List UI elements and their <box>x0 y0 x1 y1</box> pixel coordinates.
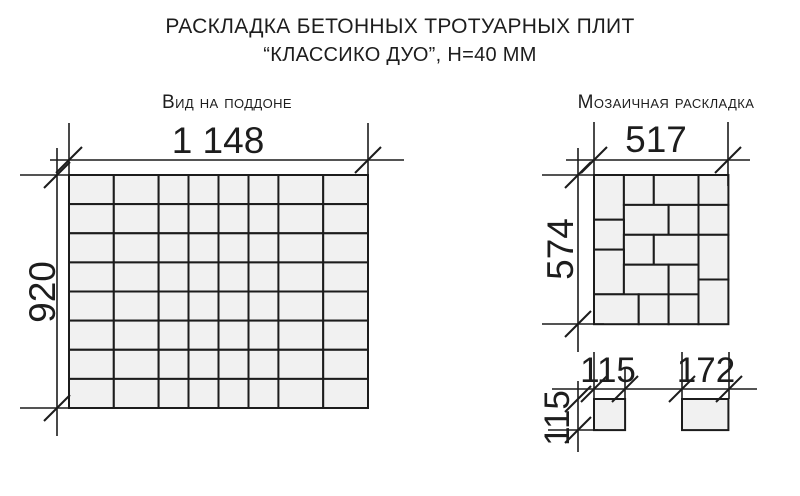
pallet-tile <box>189 262 219 291</box>
pallet-tile <box>278 321 323 350</box>
pallet-tile <box>159 379 189 408</box>
pallet-tile <box>278 175 323 204</box>
pallet-tile <box>219 321 249 350</box>
pallet-tile <box>159 262 189 291</box>
pallet-tile <box>69 292 114 321</box>
pallet-tile <box>114 175 159 204</box>
pallet-width-dimension: 1 148 <box>171 120 265 161</box>
pallet-tile <box>189 204 219 233</box>
pallet-tile <box>278 233 323 262</box>
mosaic-pattern <box>594 175 728 324</box>
mosaic-tile <box>624 235 654 265</box>
pallet-tile <box>249 262 279 291</box>
pallet-tile <box>219 379 249 408</box>
pallet-tile <box>69 204 114 233</box>
pallet-tile <box>219 262 249 291</box>
pallet-tile <box>219 292 249 321</box>
pallet-tile <box>69 233 114 262</box>
pallet-tile <box>278 379 323 408</box>
pallet-tile <box>249 292 279 321</box>
mosaic-tile <box>594 250 624 295</box>
pallet-tile <box>323 204 368 233</box>
pallet-tile <box>189 321 219 350</box>
pallet-tile <box>249 379 279 408</box>
square-tile-width-dimension: 115 <box>580 351 636 390</box>
pallet-tile <box>323 379 368 408</box>
pallet-tile <box>159 175 189 204</box>
mosaic-tile <box>699 205 729 235</box>
pallet-tile <box>278 204 323 233</box>
pallet-tile <box>323 233 368 262</box>
pallet-tile <box>114 350 159 379</box>
pallet-tile <box>114 233 159 262</box>
pallet-tile <box>323 292 368 321</box>
pallet-tile <box>114 321 159 350</box>
pallet-tile <box>69 321 114 350</box>
drawing-title-line1: РАСКЛАДКА БЕТОННЫХ ТРОТУАРНЫХ ПЛИТ <box>165 15 635 38</box>
pallet-height-dimension: 920 <box>22 261 63 323</box>
mosaic-width-dimension: 517 <box>625 119 687 160</box>
pallet-tile <box>219 233 249 262</box>
pallet-view-label: Вид на поддоне <box>162 92 292 113</box>
mosaic-tile <box>669 205 699 235</box>
drawing-title-line2: “КЛАССИКО ДУО”, Н=40 ММ <box>263 44 537 66</box>
pallet-tile <box>69 350 114 379</box>
mosaic-tile <box>639 294 669 324</box>
tile-format-samples <box>594 399 728 430</box>
pallet-tile <box>159 321 189 350</box>
pallet-tile <box>189 292 219 321</box>
pallet-tile <box>189 379 219 408</box>
pallet-tile <box>69 262 114 291</box>
mosaic-tile <box>624 265 669 295</box>
pallet-tile <box>159 233 189 262</box>
pallet-tile <box>323 350 368 379</box>
pallet-tile <box>219 175 249 204</box>
pallet-tile <box>114 292 159 321</box>
pallet-tile <box>69 379 114 408</box>
pallet-tile <box>278 350 323 379</box>
pallet-tile <box>323 262 368 291</box>
mosaic-tile <box>624 205 669 235</box>
mosaic-tile <box>624 175 654 205</box>
pallet-grid <box>69 175 368 408</box>
pallet-tile <box>278 262 323 291</box>
mosaic-tile <box>654 235 699 265</box>
mosaic-height-dimension: 574 <box>540 218 581 280</box>
pallet-tile <box>323 175 368 204</box>
pallet-tile <box>114 379 159 408</box>
mosaic-tile <box>699 235 729 280</box>
mosaic-tile <box>669 265 699 295</box>
pallet-tile <box>114 262 159 291</box>
pallet-tile <box>69 175 114 204</box>
mosaic-tile <box>699 280 729 325</box>
mosaic-tile <box>594 220 624 250</box>
mosaic-tile <box>669 294 699 324</box>
pallet-tile <box>249 175 279 204</box>
pallet-tile <box>323 321 368 350</box>
pallet-tile <box>159 292 189 321</box>
pallet-tile <box>219 204 249 233</box>
pallet-tile <box>189 175 219 204</box>
pallet-tile <box>159 350 189 379</box>
mosaic-tile <box>594 175 624 220</box>
pallet-tile <box>189 350 219 379</box>
pallet-tile <box>249 321 279 350</box>
pallet-tile <box>219 350 249 379</box>
rect-tile-width-dimension: 172 <box>676 351 736 390</box>
pallet-tile <box>278 292 323 321</box>
mosaic-tile <box>699 175 729 205</box>
mosaic-tile <box>654 175 699 205</box>
pallet-tile <box>249 204 279 233</box>
square-tile-height-dimension: 115 <box>538 390 577 446</box>
mosaic-tile <box>594 294 639 324</box>
pallet-tile <box>114 204 159 233</box>
rect-tile-sample <box>682 399 728 430</box>
pallet-tile <box>249 233 279 262</box>
pallet-tile <box>189 233 219 262</box>
pallet-tile <box>159 204 189 233</box>
mosaic-view-label: Мозаичная раскладка <box>577 92 755 113</box>
pallet-tile <box>249 350 279 379</box>
square-tile-sample <box>594 399 625 430</box>
